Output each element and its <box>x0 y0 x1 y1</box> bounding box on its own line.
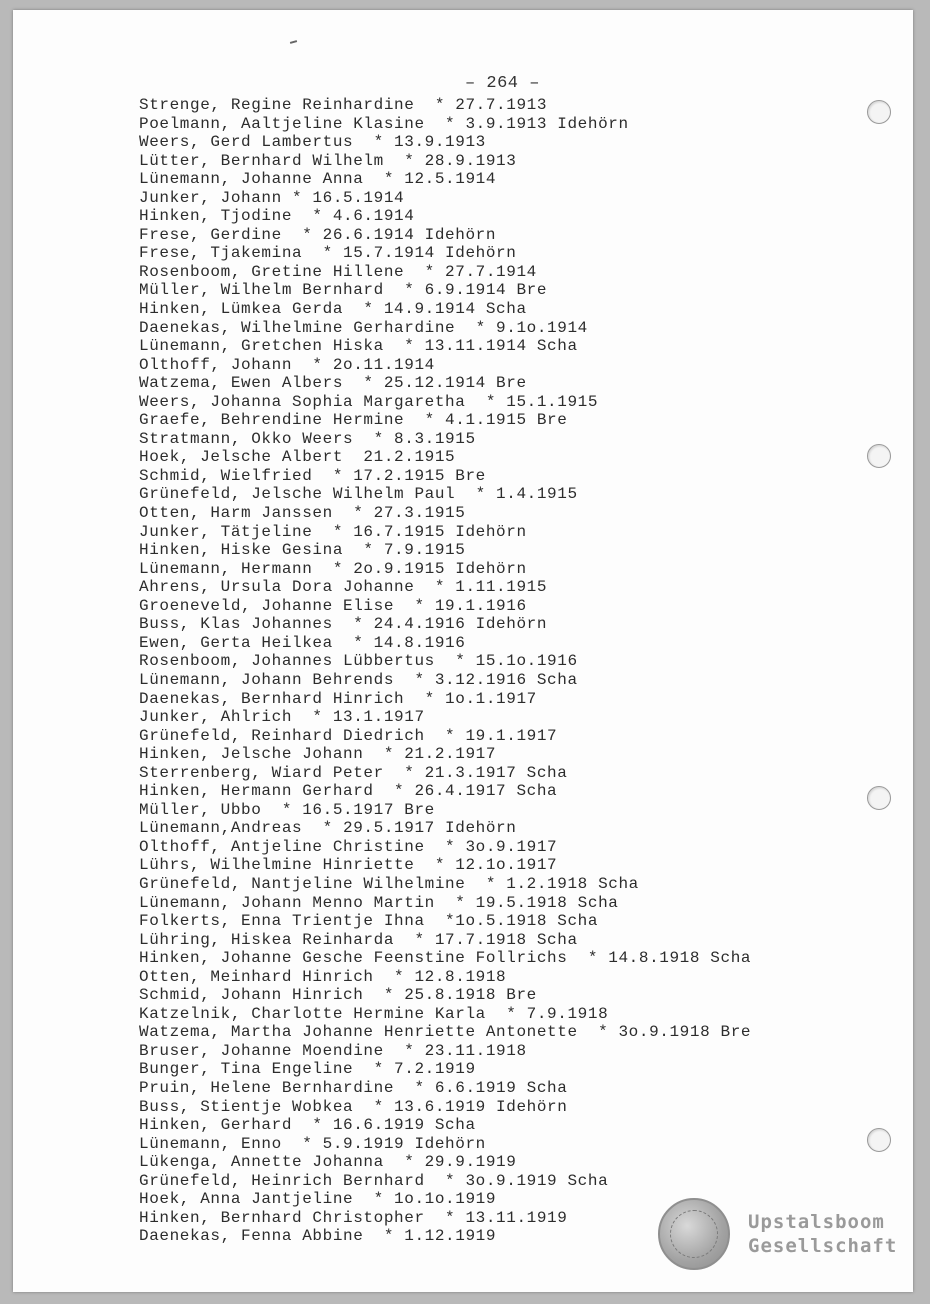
register-entry: Otten, Meinhard Hinrich * 12.8.1918 <box>139 967 507 986</box>
logo-line-1: Upstalsboom <box>748 1211 885 1233</box>
register-entry: Sterrenberg, Wiard Peter * 21.3.1917 Scha <box>139 763 568 782</box>
register-entry: Junker, Johann * 16.5.1914 <box>139 188 405 207</box>
birth-register-list <box>139 96 751 1246</box>
register-entry: Bunger, Tina Engeline * 7.2.1919 <box>139 1060 476 1079</box>
register-entry: Hinken, Hiske Gesina * 7.9.1915 <box>139 541 466 560</box>
register-entry: Lünemann, Johann Menno Martin * 19.5.1918 Scha <box>139 893 619 912</box>
register-entry: Katzelnik, Charlotte Hermine Karla * 7.9.1918 <box>139 1004 609 1023</box>
register-entry: Frese, Gerdine * 26.6.1914 Idehörn <box>139 225 497 244</box>
register-entry: Bruser, Johanne Moendine * 23.11.1918 <box>139 1041 527 1060</box>
register-entry: Buss, Stientje Wobkea * 13.6.1919 Idehörn <box>139 1097 568 1116</box>
seal-icon <box>658 1198 730 1270</box>
register-entry: Watzema, Ewen Albers * 25.12.1914 Bre <box>139 374 527 393</box>
register-entry: Rosenboom, Johannes Lübbertus * 15.1o.1916 <box>139 652 578 671</box>
register-entry: Junker, Ahlrich * 13.1.1917 <box>139 708 425 727</box>
register-entry: Müller, Wilhelm Bernhard * 6.9.1914 Bre <box>139 281 548 300</box>
register-entry: Graefe, Behrendine Hermine * 4.1.1915 Bre <box>139 411 568 430</box>
punch-hole <box>867 1128 891 1152</box>
register-entry: Daenekas, Fenna Abbine * 1.12.1919 <box>139 1227 497 1246</box>
register-entry: Watzema, Martha Johanne Henriette Antonette * 3o.9.1918 Bre <box>139 1023 752 1042</box>
register-entry: Poelmann, Aaltjeline Klasine * 3.9.1913 Idehörn <box>139 114 629 133</box>
register-entry: Otten, Harm Janssen * 27.3.1915 <box>139 504 466 523</box>
register-entry: Hinken, Johanne Gesche Feenstine Follrichs * 14.8.1918 Scha <box>139 949 752 968</box>
register-entry: Stratmann, Okko Weers * 8.3.1915 <box>139 429 476 448</box>
register-entry: Weers, Gerd Lambertus * 13.9.1913 <box>139 133 486 152</box>
register-entry: Ewen, Gerta Heilkea * 14.8.1916 <box>139 633 466 652</box>
register-entry: Schmid, Johann Hinrich * 25.8.1918 Bre <box>139 986 537 1005</box>
register-entry: Lührs, Wilhelmine Hinriette * 12.1o.1917 <box>139 856 558 875</box>
register-entry: Lünemann, Gretchen Hiska * 13.11.1914 Scha <box>139 337 578 356</box>
punch-hole <box>867 444 891 468</box>
register-entry: Müller, Ubbo * 16.5.1917 Bre <box>139 800 435 819</box>
register-entry: Schmid, Wielfried * 17.2.1915 Bre <box>139 466 486 485</box>
register-entry: Lütter, Bernhard Wilhelm * 28.9.1913 <box>139 151 517 170</box>
register-entry: Grünefeld, Jelsche Wilhelm Paul * 1.4.1915 <box>139 485 578 504</box>
register-entry: Junker, Tätjeline * 16.7.1915 Idehörn <box>139 522 527 541</box>
pen-mark <box>290 40 297 44</box>
register-entry: Lünemann, Johanne Anna * 12.5.1914 <box>139 170 497 189</box>
register-entry: Ahrens, Ursula Dora Johanne * 1.11.1915 <box>139 578 548 597</box>
register-entry: Groeneveld, Johanne Elise * 19.1.1916 <box>139 596 527 615</box>
register-entry: Grünefeld, Nantjeline Wilhelmine * 1.2.1918 Scha <box>139 874 639 893</box>
register-entry: Grünefeld, Heinrich Bernhard * 3o.9.1919 Scha <box>139 1171 609 1190</box>
register-entry: Hoek, Anna Jantjeline * 1o.1o.1919 <box>139 1190 497 1209</box>
register-entry: Hinken, Jelsche Johann * 21.2.1917 <box>139 745 497 764</box>
page-number: – 264 – <box>465 74 540 93</box>
punch-hole <box>867 786 891 810</box>
register-entry: Strenge, Regine Reinhardine * 27.7.1913 <box>139 96 548 114</box>
register-entry: Daenekas, Bernhard Hinrich * 1o.1.1917 <box>139 689 537 708</box>
register-entry: Grünefeld, Reinhard Diedrich * 19.1.1917 <box>139 726 558 745</box>
punch-hole <box>867 100 891 124</box>
register-entry: Weers, Johanna Sophia Margaretha * 15.1.1915 <box>139 392 599 411</box>
register-entry: Olthoff, Antjeline Christine * 3o.9.1917 <box>139 837 558 856</box>
register-entry: Hinken, Bernhard Christopher * 13.11.1919 <box>139 1208 568 1227</box>
document-page <box>13 10 913 1292</box>
register-entry: Olthoff, Johann * 2o.11.1914 <box>139 355 435 374</box>
register-entry: Hinken, Hermann Gerhard * 26.4.1917 Scha <box>139 782 558 801</box>
register-entry: Hoek, Jelsche Albert 21.2.1915 <box>139 448 456 467</box>
register-entry: Buss, Klas Johannes * 24.4.1916 Idehörn <box>139 615 548 634</box>
register-entry: Hinken, Tjodine * 4.6.1914 <box>139 207 415 226</box>
register-entry: Lünemann, Enno * 5.9.1919 Idehörn <box>139 1134 486 1153</box>
register-entry: Frese, Tjakemina * 15.7.1914 Idehörn <box>139 244 517 263</box>
register-entry: Lünemann,Andreas * 29.5.1917 Idehörn <box>139 819 517 838</box>
register-entry: Lünemann, Johann Behrends * 3.12.1916 Scha <box>139 670 578 689</box>
logo-line-2: Gesellschaft <box>748 1235 898 1257</box>
organization-name <box>748 1210 897 1258</box>
register-entry: Pruin, Helene Bernhardine * 6.6.1919 Scha <box>139 1078 568 1097</box>
register-entry: Hinken, Lümkea Gerda * 14.9.1914 Scha <box>139 300 527 319</box>
register-entry: Lünemann, Hermann * 2o.9.1915 Idehörn <box>139 559 527 578</box>
register-entry: Lükenga, Annette Johanna * 29.9.1919 <box>139 1153 517 1172</box>
register-entry: Daenekas, Wilhelmine Gerhardine * 9.1o.1914 <box>139 318 588 337</box>
register-entry: Folkerts, Enna Trientje Ihna *1o.5.1918 Scha <box>139 912 599 931</box>
register-entry: Lühring, Hiskea Reinharda * 17.7.1918 Scha <box>139 930 578 949</box>
upstalsboom-logo <box>658 1198 897 1270</box>
register-entry: Hinken, Gerhard * 16.6.1919 Scha <box>139 1116 476 1135</box>
register-entry: Rosenboom, Gretine Hillene * 27.7.1914 <box>139 262 537 281</box>
